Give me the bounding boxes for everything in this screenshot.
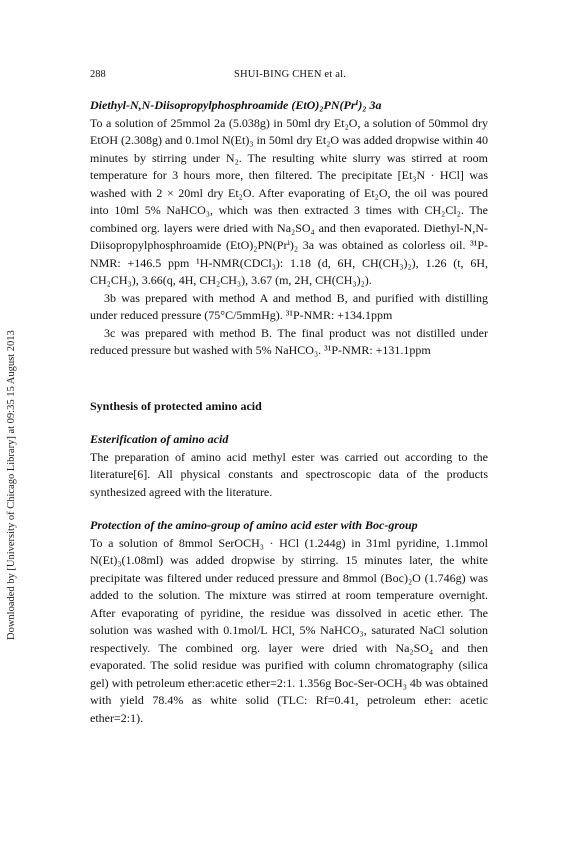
- section-heading-amino-acid: Synthesis of protected amino acid: [90, 398, 262, 413]
- subsection-heading-esterification: Esterification of amino acid: [90, 432, 229, 446]
- paragraph-boc-protection: To a solution of 8mmol SerOCH₃ · HCl (1.244g) in 31ml pyridine, 1.1mmol N(Et)₃(1.08ml) was added dropwise by stirring. 15 minutes later, the white precipitate was filtered under reduced pressure and 8mmol (Boc)₂O (1.746g) was added to the solution. The mixture was stirred at room temperature overnight. After evaporating of pyridine, the residue was dissolved in acetic ether. The solution was washed with 0.1mol/L HCl, 5% NaHCO₃, saturated NaCl solution respectively. The combined org. layer were dried with Na₂SO₄ and then evaporated. The solid residue was purified with column chromatography (silica gel) with petroleum ether:acetic ether=2:1. 1.356g Boc-Ser-OCH₃ 4b was obtained with yield 78.4% as white solid (TLC: Rf=0.41, petroleum ether: acetic ether=2:1).: [90, 535, 488, 725]
- download-watermark: Downloaded by [University of Chicago Library] at 09:35 15 August 2013: [6, 330, 17, 640]
- paragraph-3c: 3c was prepared with method B. The final product was not distilled under reduced pressure but washed with 5% NaHCO₃. ³¹P-NMR: +131.1ppm: [90, 325, 488, 357]
- page-number: 288: [90, 69, 106, 80]
- paragraph-esterification: The preparation of amino acid methyl ester was carried out according to the literature[6]. All physical constants and spectroscopic data of the products synthesized agreed with the literature.: [90, 449, 488, 499]
- running-title: SHUI-BING CHEN et al.: [233, 69, 347, 80]
- paragraph-3a-procedure: To a solution of 25mmol 2a (5.038g) in 50ml dry Et₂O, a solution of 50mmol dry EtOH (2.308g) and 0.1mol N(Et)₃ in 50ml dry Et₂O was added dropwise within 40 minutes by stirring under N₂. The resulting white slurry was stirred at room temperature for 3 hours more, then filtered. The precipitate [Et₃N · HCl] was washed with 2 × 20ml dry Et₂O. After evaporating of Et₂O, the oil was poured into 10ml 5% NaHCO₃, which was then extracted 3 times with CH₂Cl₂. The combined org. layers were dried with Na₂SO₄ and then evaporated. Diethyl-N,N-Diisopropylphosphroamide (EtO)₂PN(Prⁱ)₂ 3a was obtained as colorless oil. ³¹P-NMR: +146.5 ppm ¹H-NMR(CDCl₃): 1.18 (d, 6H, CH(CH₃)₂), 1.26 (t, 6H, CH₂CH₃), 3.66(q, 4H, CH₂CH₃), 3.67 (m, 2H, CH(CH₃)₂).: [90, 115, 488, 287]
- subsection-heading-boc-protection: Protection of the amino-group of amino acid ester with Boc-group: [90, 518, 418, 532]
- section-heading-3a: Diethyl-N,N-Diisopropylphosphroamide (EtO)₂PN(Prⁱ)₂ 3a: [90, 98, 382, 112]
- paragraph-3b: 3b was prepared with method A and method B, and purified with distilling under reduced pressure (75°C/5mmHg). ³¹P-NMR: +134.1ppm: [90, 290, 488, 322]
- page-body: [90, 97, 488, 727]
